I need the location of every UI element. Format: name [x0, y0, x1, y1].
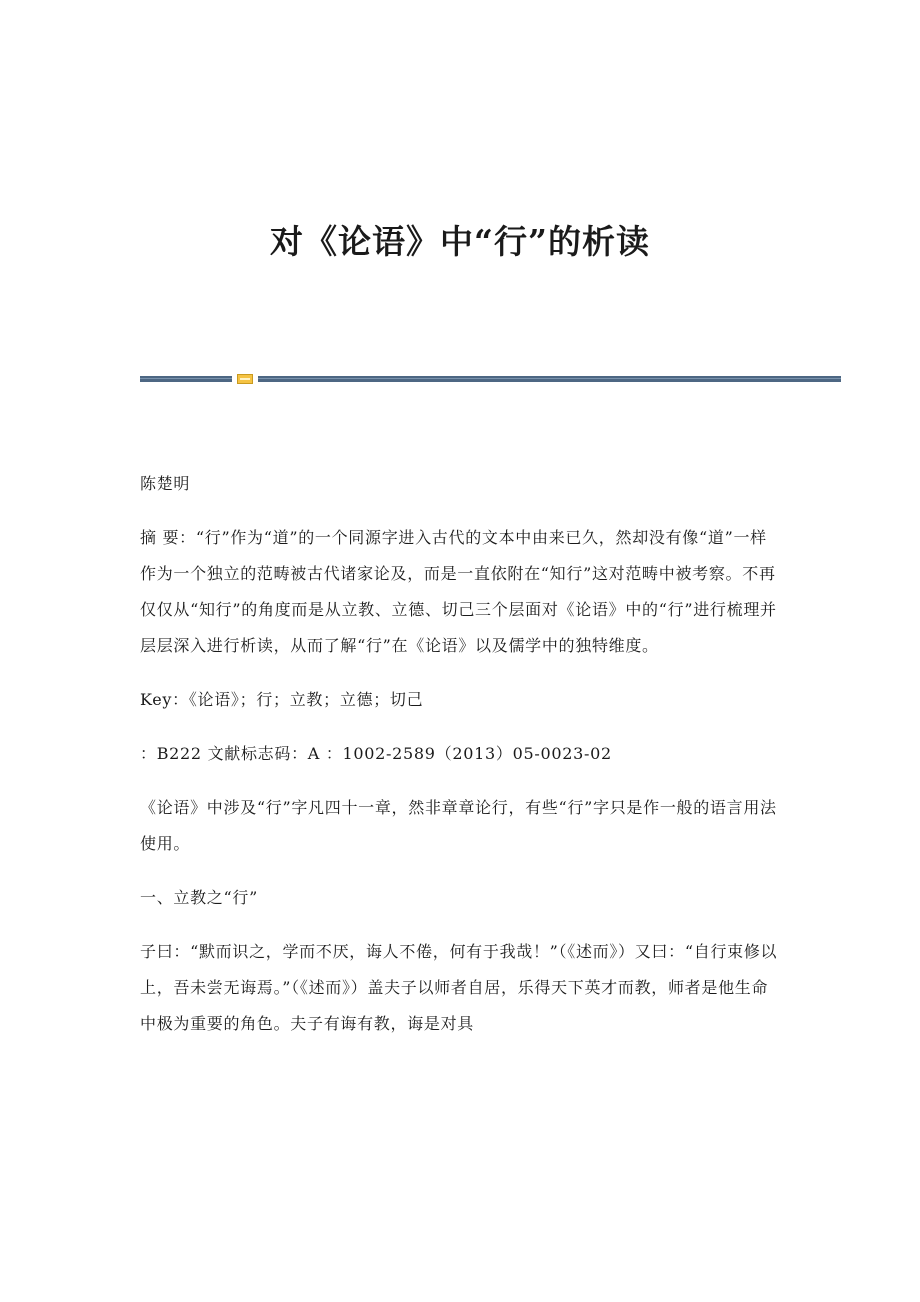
- document-body: [140, 466, 780, 1060]
- keywords: Key：《论语》；行；立教；立德；切己: [140, 690, 424, 709]
- divider-bar-left: [140, 376, 232, 382]
- section-paragraph: 子曰：“默而识之，学而不厌，诲人不倦，何有于我哉！”（《述而》）又曰：“自行束修以上，吾未尝无诲焉。”（《述而》）盖夫子以师者自居，乐得天下英才而教，师者是他生命中极为重要的角色。夫子有诲有教，诲是对具: [140, 942, 778, 1033]
- title-divider: [140, 374, 841, 384]
- author: 陈楚明: [140, 474, 191, 493]
- divider-badge-icon: [237, 374, 253, 384]
- intro-paragraph: 《论语》中涉及“行”字凡四十一章，然非章章论行，有些“行”字只是作一般的语言用法使用。: [140, 798, 777, 853]
- document-title: 对《论语》中“行”的析读: [270, 222, 650, 261]
- classification-line: ：B222 文献标志码：A ：1002-2589（2013）05-0023-02: [140, 744, 612, 763]
- divider-bar-right: [258, 376, 841, 382]
- abstract: 摘 要：“行”作为“道”的一个同源字进入古代的文本中由来已久，然却没有像“道”一样作为一个独立的范畴被古代诸家论及，而是一直依附在“知行”这对范畴中被考察。不再仅仅从“知行”的角度而是从立教、立德、切己三个层面对《论语》中的“行”进行梳理并层层深入进行析读，从而了解“行”在《论语》以及儒学中的独特维度。: [140, 528, 777, 655]
- section-heading: 一、立教之“行”: [140, 888, 258, 907]
